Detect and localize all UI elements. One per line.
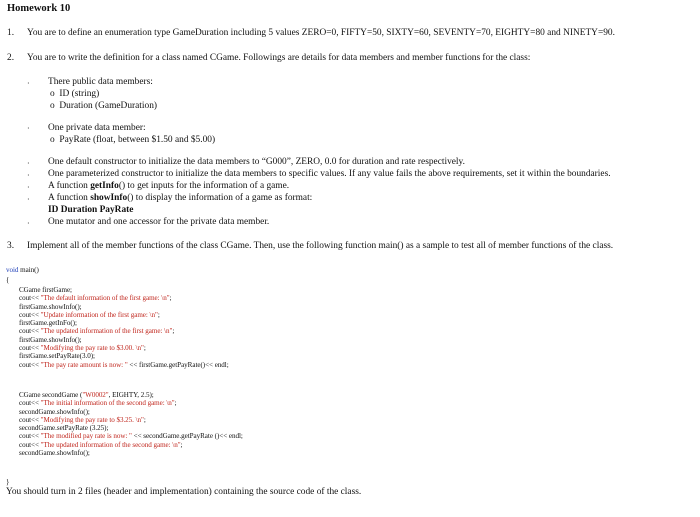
code-plain: cout<< xyxy=(19,344,41,353)
q3-text: Implement all of the member functions of the class CGame. Then, use the following function main() as a sample to test all of member functions of the class. xyxy=(27,241,614,251)
private-member-1: PayRate (float, between $1.50 and $5.00) xyxy=(59,135,216,145)
q1-text: You are to define an enumeration type GameDuration including 5 values ZERO=0, FIFTY=50, SIXTY=60, SEVENTY=70, EIGHTY=80 and NINETY=90. xyxy=(27,28,615,38)
code-tail: ; xyxy=(169,294,172,303)
code-tail: ; xyxy=(157,310,160,319)
code-tail: ; xyxy=(172,327,175,336)
main-name: main() xyxy=(18,266,39,274)
close-brace: } xyxy=(6,478,10,486)
code-line xyxy=(19,424,243,432)
private-member: o PayRate (float, between $1.50 and $5.00) xyxy=(50,135,216,145)
code-tail: , EIGHTY, 2.5); xyxy=(108,391,154,399)
code-line xyxy=(19,327,229,335)
code-line xyxy=(19,319,229,327)
code-plain: secondGame.showInfo(); xyxy=(19,449,90,458)
q2-text: You are to write the definition for a class named CGame. Followings are details for data members and member functions for the class: xyxy=(27,53,531,63)
code-line xyxy=(19,311,229,319)
bullet-icon: · xyxy=(27,171,30,180)
code-line xyxy=(19,416,243,424)
bullet-icon: · xyxy=(27,195,30,204)
format-line: ID Duration PayRate xyxy=(48,205,134,215)
code-line xyxy=(19,286,229,294)
code-tail: ; xyxy=(174,399,177,408)
code-plain: cout<< xyxy=(19,294,41,303)
q3-number: 3. xyxy=(7,241,15,251)
code-plain: firstGame.showInfo(); xyxy=(19,335,82,344)
getinfo-post: () to get inputs for the information of a game. xyxy=(118,181,290,191)
page-title: Homework 10 xyxy=(7,3,71,14)
code-tail: ; xyxy=(143,344,146,353)
getinfo-name: getInfo xyxy=(90,181,119,191)
bullet-icon: · xyxy=(27,183,30,192)
code-str: "The initial information of the second game: \n" xyxy=(40,399,175,408)
void-keyword: void xyxy=(6,266,19,274)
code-line xyxy=(19,432,243,440)
main-signature xyxy=(6,266,39,274)
code-str: "W0002" xyxy=(82,391,109,399)
code-block-2 xyxy=(19,391,243,457)
code-str: "The modified pay rate is now: " xyxy=(40,432,132,441)
getinfo-text xyxy=(48,181,289,192)
code-line xyxy=(19,344,229,352)
code-line xyxy=(19,361,229,369)
code-str: "The pay rate amount is now: " xyxy=(40,360,128,369)
code-str: "The updated information of the second game: \n" xyxy=(40,440,181,449)
q2-number: 2. xyxy=(7,53,15,63)
showinfo-name: showInfo xyxy=(90,193,128,203)
code-plain: cout<< xyxy=(19,310,41,319)
footer-note: You should turn in 2 files (header and implementation) containing the source code of the class. xyxy=(6,487,362,497)
private-heading: One private data member: xyxy=(48,123,146,133)
code-plain: cout<< xyxy=(19,440,41,449)
open-brace: { xyxy=(6,276,10,284)
public-member: o ID (string) xyxy=(50,89,100,99)
public-member-2: Duration (GameDuration) xyxy=(59,101,157,111)
bullet-icon: · xyxy=(27,79,30,88)
code-line xyxy=(19,294,229,302)
code-plain: cout<< xyxy=(19,432,41,441)
code-plain: firstGame.getInFo(); xyxy=(19,319,77,328)
bullet-icon: · xyxy=(27,124,30,133)
code-plain: cout<< xyxy=(19,399,41,408)
public-heading: There public data members: xyxy=(48,77,153,87)
code-plain: secondGame.showInfo(); xyxy=(19,407,90,416)
mutator-text: One mutator and one accessor for the private data member. xyxy=(48,217,270,227)
code-plain: CGame secondGame ( xyxy=(19,391,83,399)
showinfo-pre: A function xyxy=(48,193,91,203)
q1-number: 1. xyxy=(7,28,15,38)
public-member: o Duration (GameDuration) xyxy=(50,101,157,111)
code-line xyxy=(19,336,229,344)
bullet-icon: · xyxy=(27,159,30,168)
code-plain: cout<< xyxy=(19,327,41,336)
code-line xyxy=(19,352,229,360)
code-str: "Modifying the pay rate to $3.25. \n" xyxy=(40,415,144,424)
code-str: "The default information of the first game: \n" xyxy=(40,294,170,303)
code-plain: cout<< xyxy=(19,360,41,369)
code-line xyxy=(19,399,243,407)
code-line xyxy=(19,391,243,399)
code-tail: ; xyxy=(143,415,146,424)
code-tail: << secondGame.getPayRate ()<< endl; xyxy=(131,432,243,441)
code-str: "Modifying the pay rate to $3.00. \n" xyxy=(40,344,144,353)
code-plain: secondGame.setPayRate (3.25); xyxy=(19,424,109,433)
code-plain: CGame firstGame; xyxy=(19,286,72,294)
code-tail: ; xyxy=(180,440,183,449)
code-line xyxy=(19,408,243,416)
code-tail: << firstGame.getPayRate()<< endl; xyxy=(127,360,229,369)
code-plain: cout<< xyxy=(19,415,41,424)
code-block-1 xyxy=(19,286,229,369)
code-plain: firstGame.setPayRate(3.0); xyxy=(19,352,95,361)
code-str: "The updated information of the first game: \n" xyxy=(40,327,173,336)
param-ctor-text: One parameterized constructor to initialize the data members to specific values. If any value fails the above requirements, set it within the boundaries. xyxy=(48,169,611,179)
code-line xyxy=(19,441,243,449)
bullet-icon: · xyxy=(27,219,30,228)
showinfo-post: () to display the information of a game as format: xyxy=(127,193,313,203)
public-member-1: ID (string) xyxy=(59,89,100,99)
code-line xyxy=(19,449,243,457)
code-str: "Update information of the first game: \n" xyxy=(40,310,158,319)
code-plain: firstGame.showInfo(); xyxy=(19,302,82,311)
code-line xyxy=(19,303,229,311)
getinfo-pre: A function xyxy=(48,181,91,191)
showinfo-text xyxy=(48,193,312,204)
default-ctor-text: One default constructor to initialize the data members to “G000”, ZERO, 0.0 for duration and rate respectively. xyxy=(48,157,465,167)
